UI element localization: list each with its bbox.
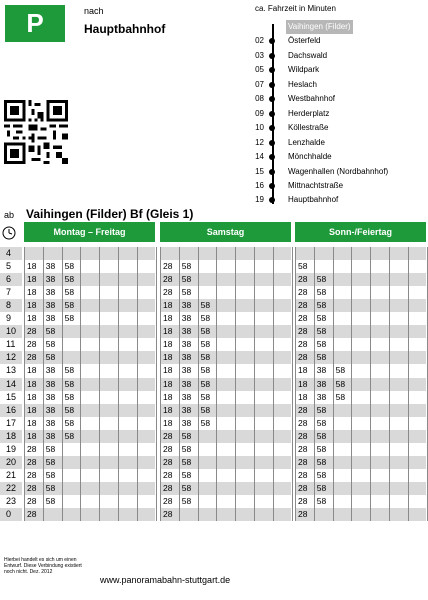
departure-minute: 58 [64,313,75,324]
stop-minutes: 07 [255,79,264,89]
grid-line [198,247,199,521]
stop-minutes: 08 [255,94,264,104]
departure-minute: 38 [181,339,192,350]
hour-label: 11 [6,339,16,350]
departure-minute: 58 [316,456,327,467]
draft-note: Hierbei handelt es sich um einen Entwurf. Diese Verbindung existiert noch nicht. Dez. 2012 [4,557,82,575]
departure-minute: 38 [45,287,56,298]
departure-minute: 18 [27,313,37,324]
departure-minute: 18 [27,365,37,376]
departure-minute: 28 [27,443,37,454]
departure-minute: 28 [27,456,37,467]
duration-label: ca. Fahrzeit in Minuten [255,4,336,13]
departure-minute: 18 [27,261,37,272]
stop-minutes: 05 [255,65,264,75]
grid-line [254,247,255,521]
grid-line [292,247,293,521]
grid-line [179,247,180,521]
departure-minute: 58 [200,352,211,363]
stop-item [250,20,426,34]
hour-label: 20 [0,456,22,469]
hour-label: 8 [0,299,22,312]
departure-minute: 28 [27,352,37,363]
departure-minute: 28 [163,509,173,519]
departure-minute: 28 [298,300,308,311]
departure-minute: 28 [298,469,308,480]
departure-minute: 58 [45,456,56,467]
hour-label: 7 [6,287,12,298]
grid-line [333,247,334,521]
departure-minute: 58 [200,378,211,389]
grid-line [99,247,100,521]
hour-label: 4 [0,247,22,260]
grid-line [295,247,296,521]
departure-minute: 28 [163,261,173,272]
departure-minute: 28 [298,352,308,363]
departure-minute: 58 [64,287,75,298]
departure-minute: 38 [45,274,56,285]
departure-minute: 28 [163,430,173,441]
stop-minutes: 10 [255,123,264,133]
departure-minute: 28 [163,443,173,454]
departure-minute: 28 [298,443,308,454]
departure-minute: 18 [163,300,173,311]
departure-minute: 58 [181,443,192,454]
departure-minute: 28 [298,326,308,337]
stop-item [250,150,426,164]
departure-minute: 58 [181,261,192,272]
stop-item [250,49,426,63]
departure-minute: 58 [316,326,327,337]
grid-line [408,247,409,521]
departure-minute: 58 [45,469,56,480]
stop-name: Mittnachtstraße [288,180,344,190]
departure-minute: 58 [316,482,327,493]
departure-minute: 38 [181,313,192,324]
departure-minute: 28 [298,495,308,506]
departure-minute: 58 [181,274,192,285]
departure-minute: 18 [163,391,173,402]
hour-label: 13 [6,365,17,376]
grid-line [314,247,315,521]
departure-minute: 58 [316,300,327,311]
stop-minutes: 02 [255,36,264,46]
grid-line [156,247,157,521]
departure-minute: 58 [181,482,192,493]
departure-minute: 58 [64,430,75,441]
hour-label: 9 [6,313,12,324]
stop-name: Heslach [288,79,317,89]
departure-minute: 58 [64,300,75,311]
departure-minute: 28 [27,469,37,480]
stop-item [250,165,426,179]
departure-minute: 18 [163,378,173,389]
departure-minute: 58 [181,495,192,506]
departure-minute: 38 [45,404,56,415]
departure-minute: 38 [181,378,192,389]
departure-minute: 28 [27,482,37,493]
grid-line [160,247,161,521]
departure-minute: 38 [316,365,327,376]
departure-minute: 28 [27,509,37,519]
stop-dot-icon [269,183,275,189]
departure-minute: 58 [200,365,211,376]
departure-minute: 58 [335,378,346,389]
departure-minute: 18 [163,326,173,337]
grid-line [118,247,119,521]
stop-name: Mönchhalde [288,152,332,162]
departure-minute: 28 [298,313,308,324]
grid-line [351,247,352,521]
hour-label: 10 [0,325,22,338]
hour-label: 22 [0,482,22,495]
departure-minute: 18 [27,287,37,298]
stop-dot-icon [269,67,275,73]
departure-minute: 38 [45,300,56,311]
hour-label: 19 [6,443,17,454]
stop-minutes: 15 [255,166,264,176]
departure-minute: 28 [298,339,308,350]
stop-dot-icon [269,38,275,44]
line-badge: P [5,5,65,42]
grid-line [137,247,138,521]
departure-minute: 38 [181,326,192,337]
stop-dot-icon [269,197,275,203]
departure-minute: 58 [45,352,56,363]
departure-minute: 18 [163,417,173,428]
stop-name: Herderplatz [288,108,330,118]
departure-minute: 38 [45,313,56,324]
departure-minute: 28 [163,274,173,285]
departure-minute: 58 [200,339,211,350]
ab-label: ab [4,210,15,220]
departure-minute: 58 [64,261,75,272]
departure-minute: 38 [45,430,56,441]
departure-minute: 58 [45,495,56,506]
grid-line [80,247,81,521]
grid-line [389,247,390,521]
departure-minute: 28 [298,509,308,519]
departure-minute: 58 [316,404,327,415]
departure-minute: 58 [298,261,308,272]
departure-minute: 38 [181,417,192,428]
stop-name: Dachswald [288,50,328,60]
departure-minute: 28 [163,456,173,467]
hour-label: 12 [0,351,22,364]
stop-item [250,78,426,92]
grid-line [216,247,217,521]
destination-title: Hauptbahnhof [84,22,166,36]
departure-minute: 58 [45,443,56,454]
departure-minute: 38 [181,300,192,311]
stop-minutes: 12 [255,137,264,147]
stop-minutes: 09 [255,108,264,118]
website-url: www.panoramabahn-stuttgart.de [100,575,231,585]
departure-minute: 58 [200,391,211,402]
departure-minute: 58 [64,378,75,389]
departure-minute: 58 [45,339,56,350]
departure-minute: 18 [163,339,173,350]
departure-minute: 38 [316,391,327,402]
stop-item [250,121,426,135]
stop-minutes: 03 [255,50,264,60]
departure-minute: 18 [27,404,37,415]
departure-minute: 58 [45,482,56,493]
departure-minute: 58 [316,274,327,285]
departure-minute: 58 [64,365,75,376]
stop-dot-icon [269,82,275,88]
departure-minute: 58 [200,313,211,324]
header-saturday: Samstag [160,222,291,242]
stop-item [250,63,426,77]
stop-item [250,107,426,121]
stop-name: Köllestraße [288,123,329,133]
stop-minutes: 16 [255,180,264,190]
departure-minute: 58 [316,417,327,428]
hour-label: 14 [0,378,22,391]
departure-minute: 18 [163,352,173,363]
timetable-title: Vaihingen (Filder) Bf (Gleis 1) [26,207,194,221]
departure-minute: 58 [200,326,211,337]
departure-minute: 58 [181,287,192,298]
departure-minute: 58 [316,443,327,454]
departure-minute: 58 [316,469,327,480]
departure-minute: 38 [181,391,192,402]
departure-minute: 58 [316,313,327,324]
departure-minute: 58 [181,430,192,441]
stop-item [250,136,426,150]
stop-dot-icon [269,154,275,160]
stop-name: Lenzhalde [288,137,325,147]
qr-code-icon [4,100,68,164]
stop-dot-icon [269,140,275,146]
hour-label: 23 [6,495,17,506]
departure-minute: 18 [163,313,173,324]
departure-minute: 28 [163,469,173,480]
departure-minute: 28 [27,339,37,350]
stop-name: Westbahnhof [288,94,335,104]
departure-minute: 58 [316,287,327,298]
stop-item [250,34,426,48]
departure-minute: 58 [45,326,56,337]
stop-name: Vaihingen (Filder) [286,20,353,34]
departure-minute: 38 [45,378,56,389]
departure-minute: 38 [316,378,327,389]
departure-minute: 58 [316,430,327,441]
departure-minute: 38 [45,417,56,428]
grid-line [62,247,63,521]
departure-minute: 28 [163,482,173,493]
departure-minute: 38 [45,391,56,402]
departure-minute: 28 [27,326,37,337]
departure-minute: 38 [181,365,192,376]
hour-label: 18 [0,430,22,443]
departure-minute: 38 [45,365,56,376]
departure-minute: 58 [200,404,211,415]
departure-minute: 28 [298,274,308,285]
departure-minute: 58 [316,339,327,350]
departure-minute: 58 [316,352,327,363]
hour-label: 16 [0,404,22,417]
departure-minute: 58 [64,404,75,415]
grid-line [273,247,274,521]
departure-minute: 28 [298,404,308,415]
departure-minute: 58 [64,417,75,428]
grid-line [43,247,44,521]
departure-minute: 28 [298,456,308,467]
departure-minute: 18 [163,404,173,415]
hour-label: 17 [6,417,17,428]
clock-icon [2,226,16,240]
departure-minute: 18 [27,300,37,311]
grid-line [235,247,236,521]
stop-dot-icon [269,96,275,102]
departure-minute: 58 [200,300,211,311]
departure-minute: 58 [316,495,327,506]
departure-minute: 58 [64,274,75,285]
stop-name: Wildpark [288,65,320,75]
hour-label: 0 [0,508,22,521]
stop-item [250,179,426,193]
stop-item [250,92,426,106]
departure-minute: 28 [163,495,173,506]
departure-minute: 18 [298,365,308,376]
departure-minute: 28 [298,287,308,298]
departure-minute: 18 [163,365,173,376]
departure-minute: 38 [181,352,192,363]
stop-minutes: 19 [255,195,264,205]
departure-minute: 58 [335,365,346,376]
departure-minute: 38 [45,261,56,272]
grid-line [427,247,428,521]
departure-minute: 18 [27,391,37,402]
hour-label: 5 [6,261,12,272]
departure-minute: 28 [298,430,308,441]
departure-minute: 58 [335,391,346,402]
departure-minute: 28 [163,287,173,298]
departure-minute: 38 [181,404,192,415]
departure-minute: 58 [181,469,192,480]
departure-minute: 28 [298,482,308,493]
grid-line [370,247,371,521]
departure-minute: 18 [27,430,37,441]
hour-label: 15 [6,391,17,402]
direction-label: nach [84,6,104,16]
departure-minute: 28 [27,495,37,506]
departure-minute: 58 [181,456,192,467]
stop-item [250,193,426,207]
departure-minute: 18 [298,378,308,389]
stop-minutes: 14 [255,152,264,162]
departure-minute: 58 [64,391,75,402]
grid-line [24,247,25,521]
departure-minute: 28 [298,417,308,428]
departure-minute: 18 [27,417,37,428]
header-sunday: Sonn-/Feiertag [295,222,426,242]
stop-dot-icon [269,53,275,59]
departure-minute: 18 [298,391,308,402]
departure-minute: 58 [200,417,211,428]
stop-name: Österfeld [288,36,321,46]
departure-minute: 18 [27,274,37,285]
stop-name: Wagenhallen (Nordbahnhof) [288,166,389,176]
departure-minute: 18 [27,378,37,389]
header-weekday: Montag – Freitag [24,222,155,242]
stop-dot-icon [269,169,275,175]
stop-dot-icon [269,111,275,117]
hour-label: 21 [6,469,17,480]
stop-name: Hauptbahnhof [288,195,339,205]
stop-dot-icon [269,125,275,131]
hour-label: 6 [0,273,22,286]
